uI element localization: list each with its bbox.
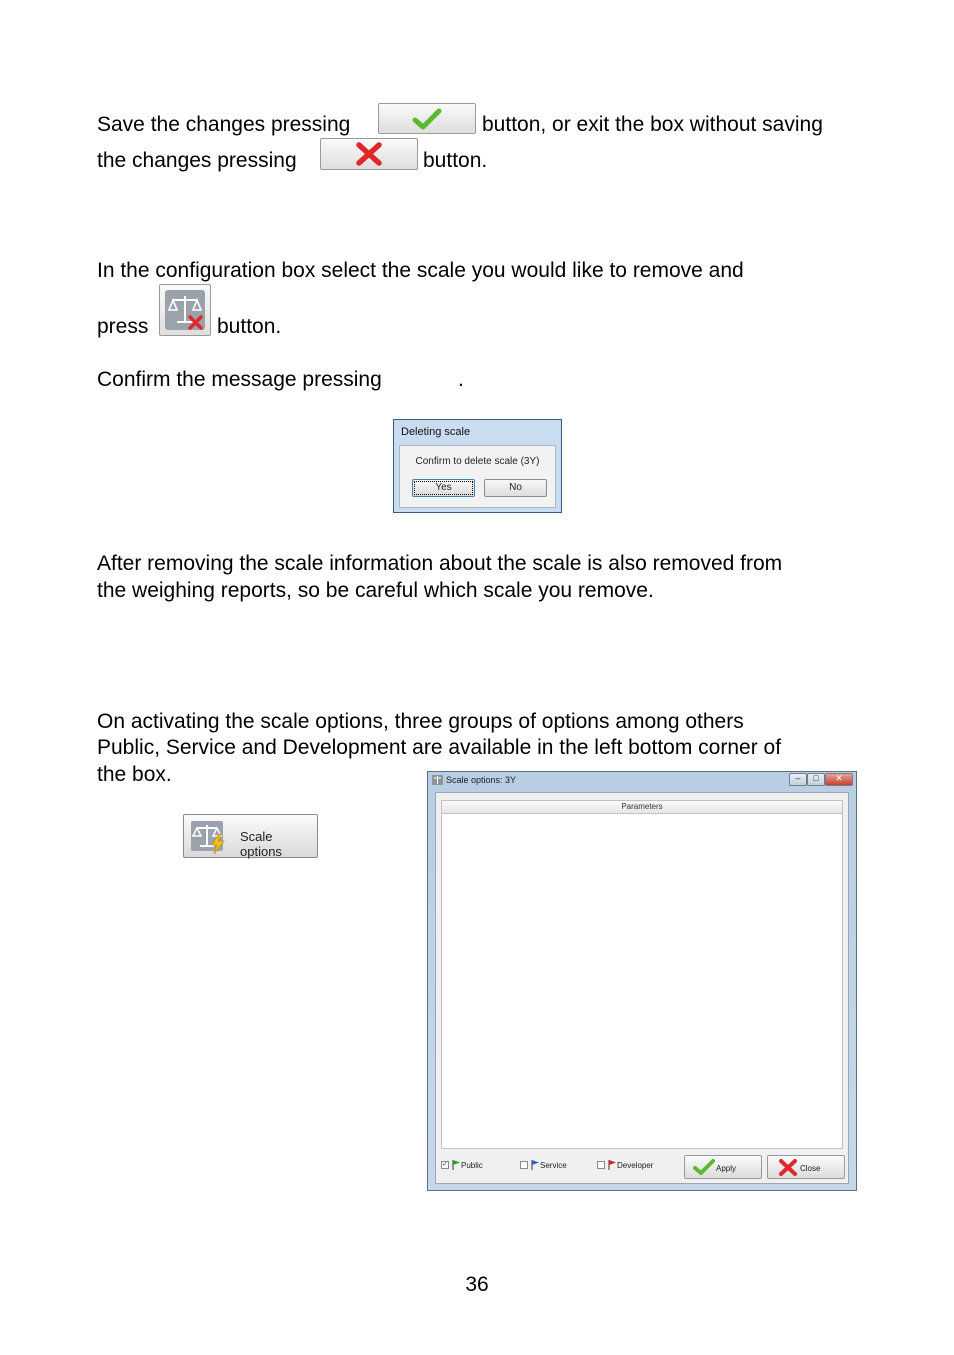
- parameters-panel[interactable]: [441, 814, 843, 1149]
- no-button[interactable]: No: [484, 479, 547, 497]
- apply-button[interactable]: [684, 1155, 762, 1179]
- para5-line3: the box.: [97, 763, 172, 786]
- check-icon: [412, 108, 442, 130]
- close-button[interactable]: [767, 1155, 845, 1179]
- para2-line2-start: press: [97, 315, 149, 338]
- para1-line1-end: button, or exit the box without saving: [482, 113, 823, 136]
- yes-button[interactable]: Yes: [412, 479, 475, 497]
- maximize-button[interactable]: [807, 773, 825, 786]
- para5-line1: On activating the scale options, three groups of options among others: [97, 710, 744, 733]
- para2-line2-end: button.: [217, 315, 282, 338]
- maximize-icon: □: [813, 773, 819, 783]
- service-checkbox[interactable]: [520, 1161, 528, 1169]
- para4-line1: After removing the scale information about the scale is also removed from: [97, 552, 783, 575]
- page-number: 36: [465, 1273, 489, 1296]
- close-icon: ✕: [835, 773, 843, 783]
- scale-options-window: [427, 771, 857, 1191]
- para4-line2: the weighing reports, so be careful which scale you remove.: [97, 579, 654, 602]
- dialog-body: [399, 445, 556, 508]
- para3-line1-end: .: [458, 368, 464, 391]
- window-title: Scale options: 3Y: [446, 775, 517, 785]
- cross-icon: [778, 1158, 798, 1177]
- para1-line2-start: the changes pressing: [97, 149, 297, 172]
- window-close-button[interactable]: [825, 773, 853, 786]
- check-icon: [693, 1158, 715, 1176]
- apply-inline-button: [378, 103, 476, 134]
- green-flag-icon: [452, 1160, 460, 1170]
- window-client-area: [435, 792, 849, 1184]
- apply-label: Apply: [716, 1164, 737, 1173]
- para2-line1: In the configuration box select the scale you would like to remove and: [97, 259, 744, 282]
- developer-label: Developer: [617, 1161, 654, 1170]
- para1-line1-start: Save the changes pressing: [97, 113, 351, 136]
- developer-checkbox[interactable]: [597, 1161, 605, 1169]
- remove-scale-inline-button: [159, 284, 211, 336]
- public-label: Public: [461, 1161, 483, 1170]
- blue-flag-icon: [531, 1160, 539, 1170]
- scale-window-icon: [432, 775, 443, 785]
- minimize-button[interactable]: [789, 773, 807, 786]
- red-flag-icon: [608, 1160, 616, 1170]
- cross-icon: [355, 141, 383, 167]
- scale-options-button[interactable]: [183, 814, 318, 858]
- para3-line1-start: Confirm the message pressing: [97, 368, 382, 391]
- cancel-inline-button: [320, 138, 418, 170]
- para1-line2-end: button.: [423, 149, 488, 172]
- scale-options-label: Scale options: [240, 829, 282, 859]
- para5-line2: Public, Service and Development are available in the left bottom corner of: [97, 736, 782, 759]
- remove-scale-icon: [163, 288, 207, 332]
- close-label: Close: [800, 1164, 821, 1173]
- delete-scale-dialog: [393, 419, 562, 513]
- dialog-title: Deleting scale: [401, 426, 471, 438]
- service-label: Service: [540, 1161, 567, 1170]
- public-checkbox[interactable]: ✓: [442, 1161, 448, 1168]
- scale-options-icon: [190, 820, 230, 854]
- parameters-header: Parameters: [441, 800, 843, 814]
- dialog-message: Confirm to delete scale (3Y): [415, 456, 540, 467]
- minimize-icon: –: [795, 773, 801, 783]
